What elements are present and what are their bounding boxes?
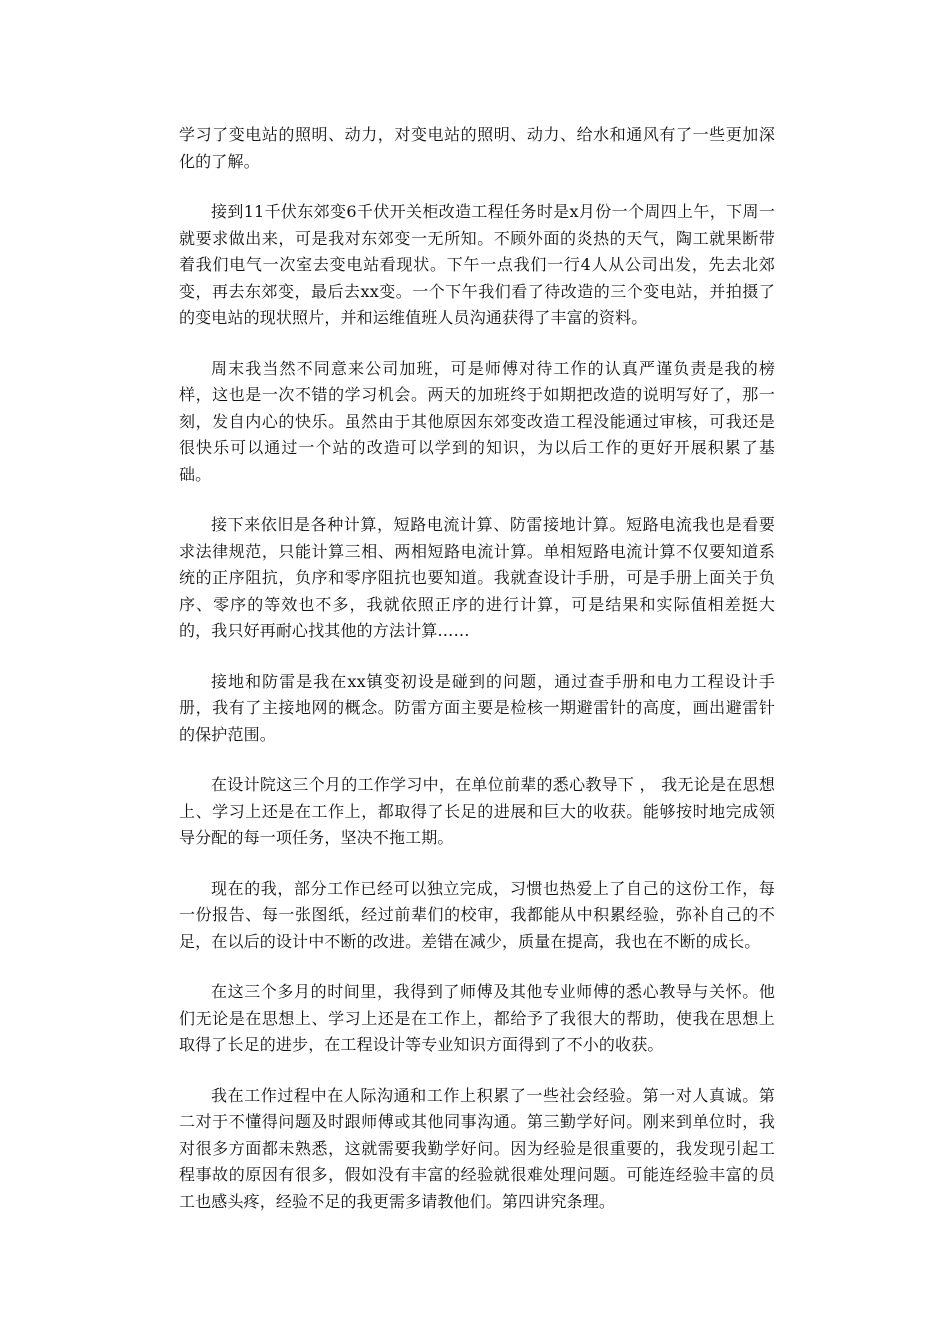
document-page <box>179 122 775 1239</box>
paragraph-continuation: 学习了变电站的照明、动力，对变电站的照明、动力、给水和通风有了一些更加深化的了解。 <box>179 125 775 171</box>
paragraph-short-circuit-calculation: 接下来依旧是各种计算，短路电流计算、防雷接地计算。短路电流我也是看要求法律规范，只能计算三相、两相短路电流计算。单相短路电流计算不仅要知道系统的正序阻抗，负序和零序阻抗也要知道。我就查设计手册，可是手册上面关于负序、零序的等效也不多，我就依照正序的进行计算，可是结果和实际值相差挺大的，我只好再耐心找其他的方法计算…… <box>179 515 775 640</box>
paragraph-grounding-lightning: 接地和防雷是我在xx镇变初设是碰到的问题，通过查手册和电力工程设计手册，我有了主接地网的概念。防雷方面主要是检核一期避雷针的高度，画出避雷针的保护范围。 <box>179 671 775 744</box>
paragraph-three-months-summary: 在设计院这三个月的工作学习中，在单位前辈的悉心教导下 ， 我无论是在思想上、学习上还是在工作上，都取得了长足的进展和巨大的收获。能够按时地完成领导分配的每一项任务，坚决不拖工期。 <box>179 775 775 847</box>
paragraph-social-experience: 我在工作过程中在人际沟通和工作上积累了一些社会经验。第一对人真诚。第二对于不懂得问题及时跟师傅或其他同事沟通。第三勤学好问。刚来到单位时，我对很多方面都未熟悉，这就需要我勤学好问。因为经验是很重要的，我发现引起工程事故的原因有很多，假如没有丰富的经验就很难处理问题。可能连经验丰富的员工也感头疼，经验不足的我更需多请教他们。第四讲究条理。 <box>179 1085 775 1211</box>
paragraph-switchgear-task: 接到11千伏东郊变6千伏开关柜改造工程任务时是x月份一个周四上午，下周一就要求做出来，可是我对东郊变一无所知。不顾外面的炎热的天气，陶工就果断带着我们电气一次室去变电站看现状。下午一点我们一行4人从公司出发，先去北郊变，再去东郊变，最后去xx变。一个下午我们看了待改造的三个变电站，并拍摄了的变电站的现状照片，并和运维值班人员沟通获得了丰富的资料。 <box>179 202 775 327</box>
paragraph-current-progress: 现在的我，部分工作已经可以独立完成，习惯也热爱上了自己的这份工作，每一份报告、每一张图纸，经过前辈们的校审，我都能从中积累经验，弥补自己的不足，在以后的设计中不断的改进。差错在减少，质量在提高，我也在不断的成长。 <box>179 878 775 951</box>
paragraph-weekend-overtime: 周末我当然不同意来公司加班，可是师傅对待工作的认真严谨负责是我的榜样，这也是一次不错的学习机会。两天的加班终于如期把改造的说明写好了，那一刻，发自内心的快乐。虽然由于其他原因东郊变改造工程没能通过审核，可我还是很快乐可以通过一个站的改造可以学到的知识，为以后工作的更好开展积累了基础。 <box>179 358 775 484</box>
paragraph-mentor-guidance: 在这三个多月的时间里，我得到了师傅及其他专业师傅的悉心教导与关怀。他们无论是在思想上、学习上还是在工作上，都给予了我很大的帮助，使我在思想上取得了长足的进步，在工程设计等专业知识方面得到了不小的收获。 <box>179 982 775 1054</box>
